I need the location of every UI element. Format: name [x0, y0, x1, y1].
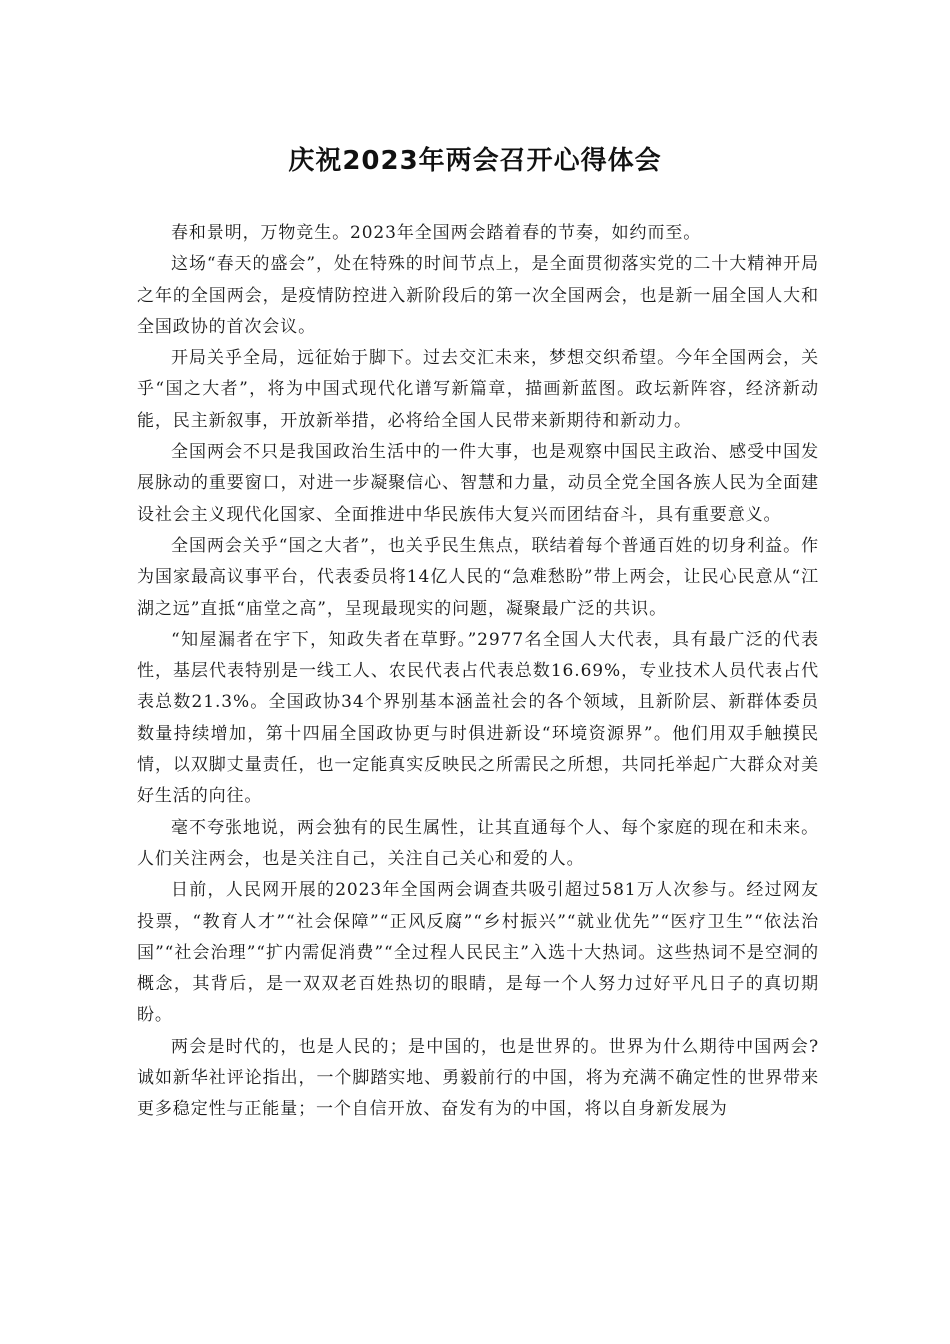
paragraph: 这场“春天的盛会”，处在特殊的时间节点上，是全面贯彻落实党的二十大精神开局之年的全国两会，是疫情防控进入新阶段后的第一次全国两会，也是新一届全国人大和全国政协的首次会议。 — [137, 254, 819, 337]
document-body — [137, 218, 819, 1126]
paragraph: 全国两会不只是我国政治生活中的一件大事，也是观察中国民主政治、感受中国发展脉动的重要窗口，对进一步凝聚信心、智慧和力量，动员全党全国各族人民为全面建设社会主义现代化国家、全面推进中华民族伟大复兴而团结奋斗，具有重要意义。 — [137, 442, 819, 525]
paragraph: 春和景明，万物竞生。2023年全国两会踏着春的节奏，如约而至。 — [171, 223, 702, 243]
paragraph: 全国两会关乎“国之大者”，也关乎民生焦点，联结着每个普通百姓的切身利益。作为国家最高议事平台，代表委员将14亿人民的“急难愁盼”带上两会，让民心民意从“江湖之远”直抵“庙堂之高”，呈现最现实的问题，凝聚最广泛的共识。 — [137, 535, 819, 619]
paragraph: 毫不夸张地说，两会独有的民生属性，让其直通每个人、每个家庭的现在和未来。人们关注两会，也是关注自己，关注自己关心和爱的人。 — [137, 817, 819, 869]
paragraph: 两会是时代的，也是人民的；是中国的，也是世界的。世界为什么期待中国两会?诚如新华社评论指出，一个脚踏实地、勇毅前行的中国，将为充满不确定性的世界带来更多稳定性与正能量；一个自信开放、奋发有为的中国，将以自身新发展为 — [137, 1036, 819, 1120]
document-title: 庆祝2023年两会召开心得体会 — [288, 146, 662, 177]
paragraph: “知屋漏者在宇下，知政失者在草野。”2977名全国人大代表，具有最广泛的代表性，基层代表特别是一线工人、农民代表占代表总数16.69%，专业技术人员代表占代表总数21.3%。全国政协34个界别基本涵盖社会的各个领域，且新阶层、新群体委员数量持续增加，第十四届全国政协更与时俱进新设“环境资源界”。他们用双手触摸民情，以双脚丈量责任，也一定能真实反映民之所需民之所想，共同托举起广大群众对美好生活的向往。 — [137, 629, 819, 807]
paragraph: 开局关乎全局，远征始于脚下。过去交汇未来，梦想交织希望。今年全国两会，关乎“国之大者”，将为中国式现代化谱写新篇章，描画新蓝图。政坛新阵容，经济新动能，民主新叙事，开放新举措，必将给全国人民带来新期待和新动力。 — [137, 348, 819, 431]
paragraph: 日前，人民网开展的2023年全国两会调查共吸引超过581万人次参与。经过网友投票，“教育人才”“社会保障”“正风反腐”“乡村振兴”“就业优先”“医疗卫生”“依法治国”“社会治理”“扩内需促消费”“全过程人民民主”入选十大热词。这些热词不是空洞的概念，其背后，是一双双老百姓热切的眼睛，是每一个人努力过好平凡日子的真切期盼。 — [137, 880, 819, 1026]
